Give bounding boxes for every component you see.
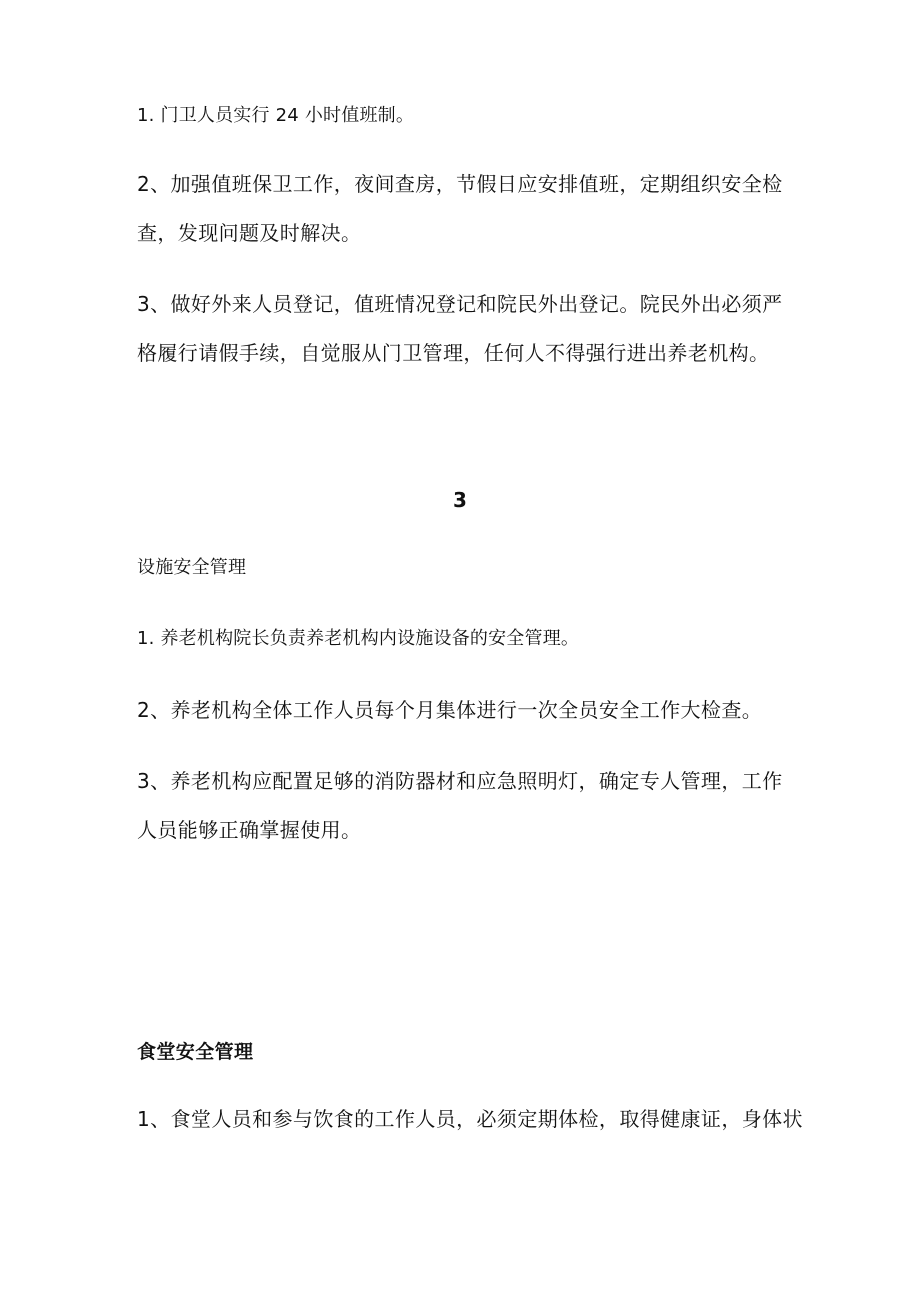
canteen-heading: 食堂安全管理: [137, 1041, 254, 1063]
page-number: 3: [453, 488, 467, 512]
gate-item-3-line-2: 格履行请假手续，自觉服从门卫管理，任何人不得强行进出养老机构。: [137, 341, 770, 365]
facility-item-1: 1. 养老机构院长负责养老机构内设施设备的安全管理。: [137, 628, 580, 649]
facility-item-3-line-2: 人员能够正确掌握使用。: [137, 818, 362, 842]
canteen-item-1-line-1: 1、食堂人员和参与饮食的工作人员，必须定期体检，取得健康证，身体状: [137, 1107, 803, 1131]
facility-heading: 设施安全管理: [137, 557, 247, 578]
facility-item-3-line-1: 3、养老机构应配置足够的消防器材和应急照明灯，确定专人管理，工作: [137, 769, 783, 793]
gate-item-2-line-1: 2、加强值班保卫工作，夜间查房，节假日应安排值班，定期组织安全检: [137, 172, 783, 196]
facility-item-2: 2、养老机构全体工作人员每个月集体进行一次全员安全工作大检查。: [137, 698, 763, 722]
gate-item-1: 1. 门卫人员实行 24 小时值班制。: [137, 105, 415, 126]
gate-item-2-line-2: 查，发现问题及时解决。: [137, 221, 362, 245]
gate-item-3-line-1: 3、做好外来人员登记，值班情况登记和院民外出登记。院民外出必须严: [137, 292, 783, 316]
